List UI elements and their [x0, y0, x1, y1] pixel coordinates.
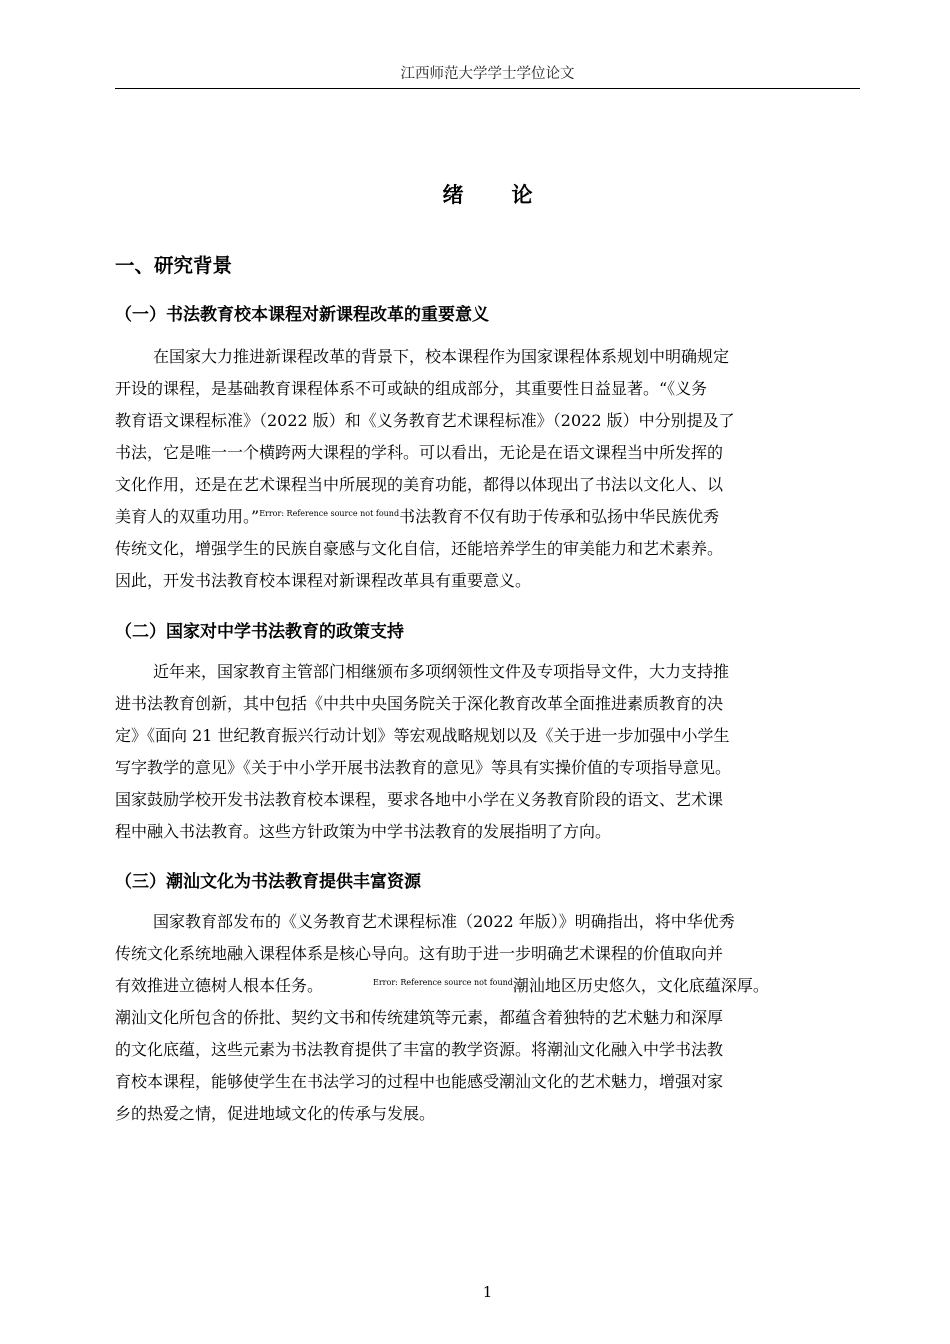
chapter-title: 绪论 [442, 183, 581, 207]
paragraph-line: 在国家大力推进新课程改革的背景下，校本课程作为国家课程体系规划中明确规定 [153, 347, 730, 366]
paragraph-1 [115, 341, 860, 597]
sentence-end: 有效推进立德树人根本任务。 [115, 976, 324, 995]
running-header: 江西师范大学学士学位论文 [400, 66, 575, 82]
header-rule [115, 88, 860, 89]
paragraph-line: 国家鼓励学校开发书法教育校本课程，要求各地中小学在义务教育阶段的语文、艺术课 [115, 790, 724, 809]
paragraph-line: 定》《面向 21 世纪教育振兴行动计划》等宏观战略规划以及《关于进一步加强中小学生 [115, 726, 730, 745]
reference-error[interactable]: Error: Reference source not found [259, 509, 400, 518]
section-heading-research-background: 一、研究背景 [115, 254, 233, 277]
paragraph-line: 因此，开发书法教育校本课程对新课程改革具有重要意义。 [115, 571, 532, 590]
paragraph-line: 教育语文课程标准》（2022 版）和《义务教育艺术课程标准》（2022 版）中分别提及了 [115, 411, 735, 430]
paragraph-line: 书法，它是唯一一个横跨两大课程的学科。可以看出，无论是在语文课程当中所发挥的 [115, 443, 724, 462]
paragraph-line: 进书法教育创新，其中包括《中共中央国务院关于深化教育改革全面推进素质教育的决 [115, 694, 724, 713]
quote-continuation: 书法教育不仅有助于传承和弘扬中华民族优秀 [399, 507, 720, 526]
page-number: 1 [482, 1283, 493, 1301]
paragraph-3 [115, 906, 860, 1130]
paragraph-line: 写字教学的意见》《关于中小学开展书法教育的意见》等具有实操价值的专项指导意见。 [115, 758, 732, 777]
paragraph-line: 程中融入书法教育。这些方针政策为中学书法教育的发展指明了方向。 [115, 822, 612, 841]
paragraph-line: 乡的热爱之情，促进地域文化的传承与发展。 [115, 1104, 436, 1123]
paragraph-line: 传统文化，增强学生的民族自豪感与文化自信，还能培养学生的审美能力和艺术素养。 [115, 539, 724, 558]
paragraph-line: 近年来，国家教育主管部门相继颁布多项纲领性文件及专项指导文件，大力支持推 [153, 662, 730, 681]
subsection-heading-2: （二）国家对中学书法教育的政策支持 [115, 622, 404, 642]
paragraph-line: 文化作用，还是在艺术课程当中所展现的美育功能，都得以体现出了书法以文化人、以 [115, 475, 724, 494]
paragraph-line [115, 501, 860, 533]
quote-end: 美育人的双重功用。” [115, 507, 260, 526]
subsection-heading-1: （一）书法教育校本课程对新课程改革的重要意义 [115, 305, 489, 325]
paragraph-2 [115, 656, 860, 848]
paragraph-line: 传统文化系统地融入课程体系是核心导向。这有助于进一步明确艺术课程的价值取向并 [115, 944, 724, 963]
paragraph-line: 育校本课程，能够使学生在书法学习的过程中也能感受潮汕文化的艺术魅力，增强对家 [115, 1072, 724, 1091]
reference-error[interactable]: Error: Reference source not found [373, 978, 513, 987]
paragraph-line: 潮汕文化所包含的侨批、契约文书和传统建筑等元素，都蕴含着独特的艺术魅力和深厚 [115, 1008, 724, 1027]
paragraph-line [115, 970, 860, 1002]
paragraph-line: 的文化底蕴，这些元素为书法教育提供了丰富的教学资源。将潮汕文化融入中学书法教 [115, 1040, 724, 1059]
paragraph-line: 开设的课程，是基础教育课程体系不可或缺的组成部分，其重要性日益显著。“《义务 [115, 379, 708, 398]
sentence-continuation: 潮汕地区历史悠久，文化底蕴深厚。 [512, 976, 769, 995]
subsection-heading-3: （三）潮汕文化为书法教育提供丰富资源 [115, 872, 421, 892]
paragraph-line: 国家教育部发布的《义务教育艺术课程标准（2022 年版）》明确指出，将中华优秀 [153, 912, 735, 931]
